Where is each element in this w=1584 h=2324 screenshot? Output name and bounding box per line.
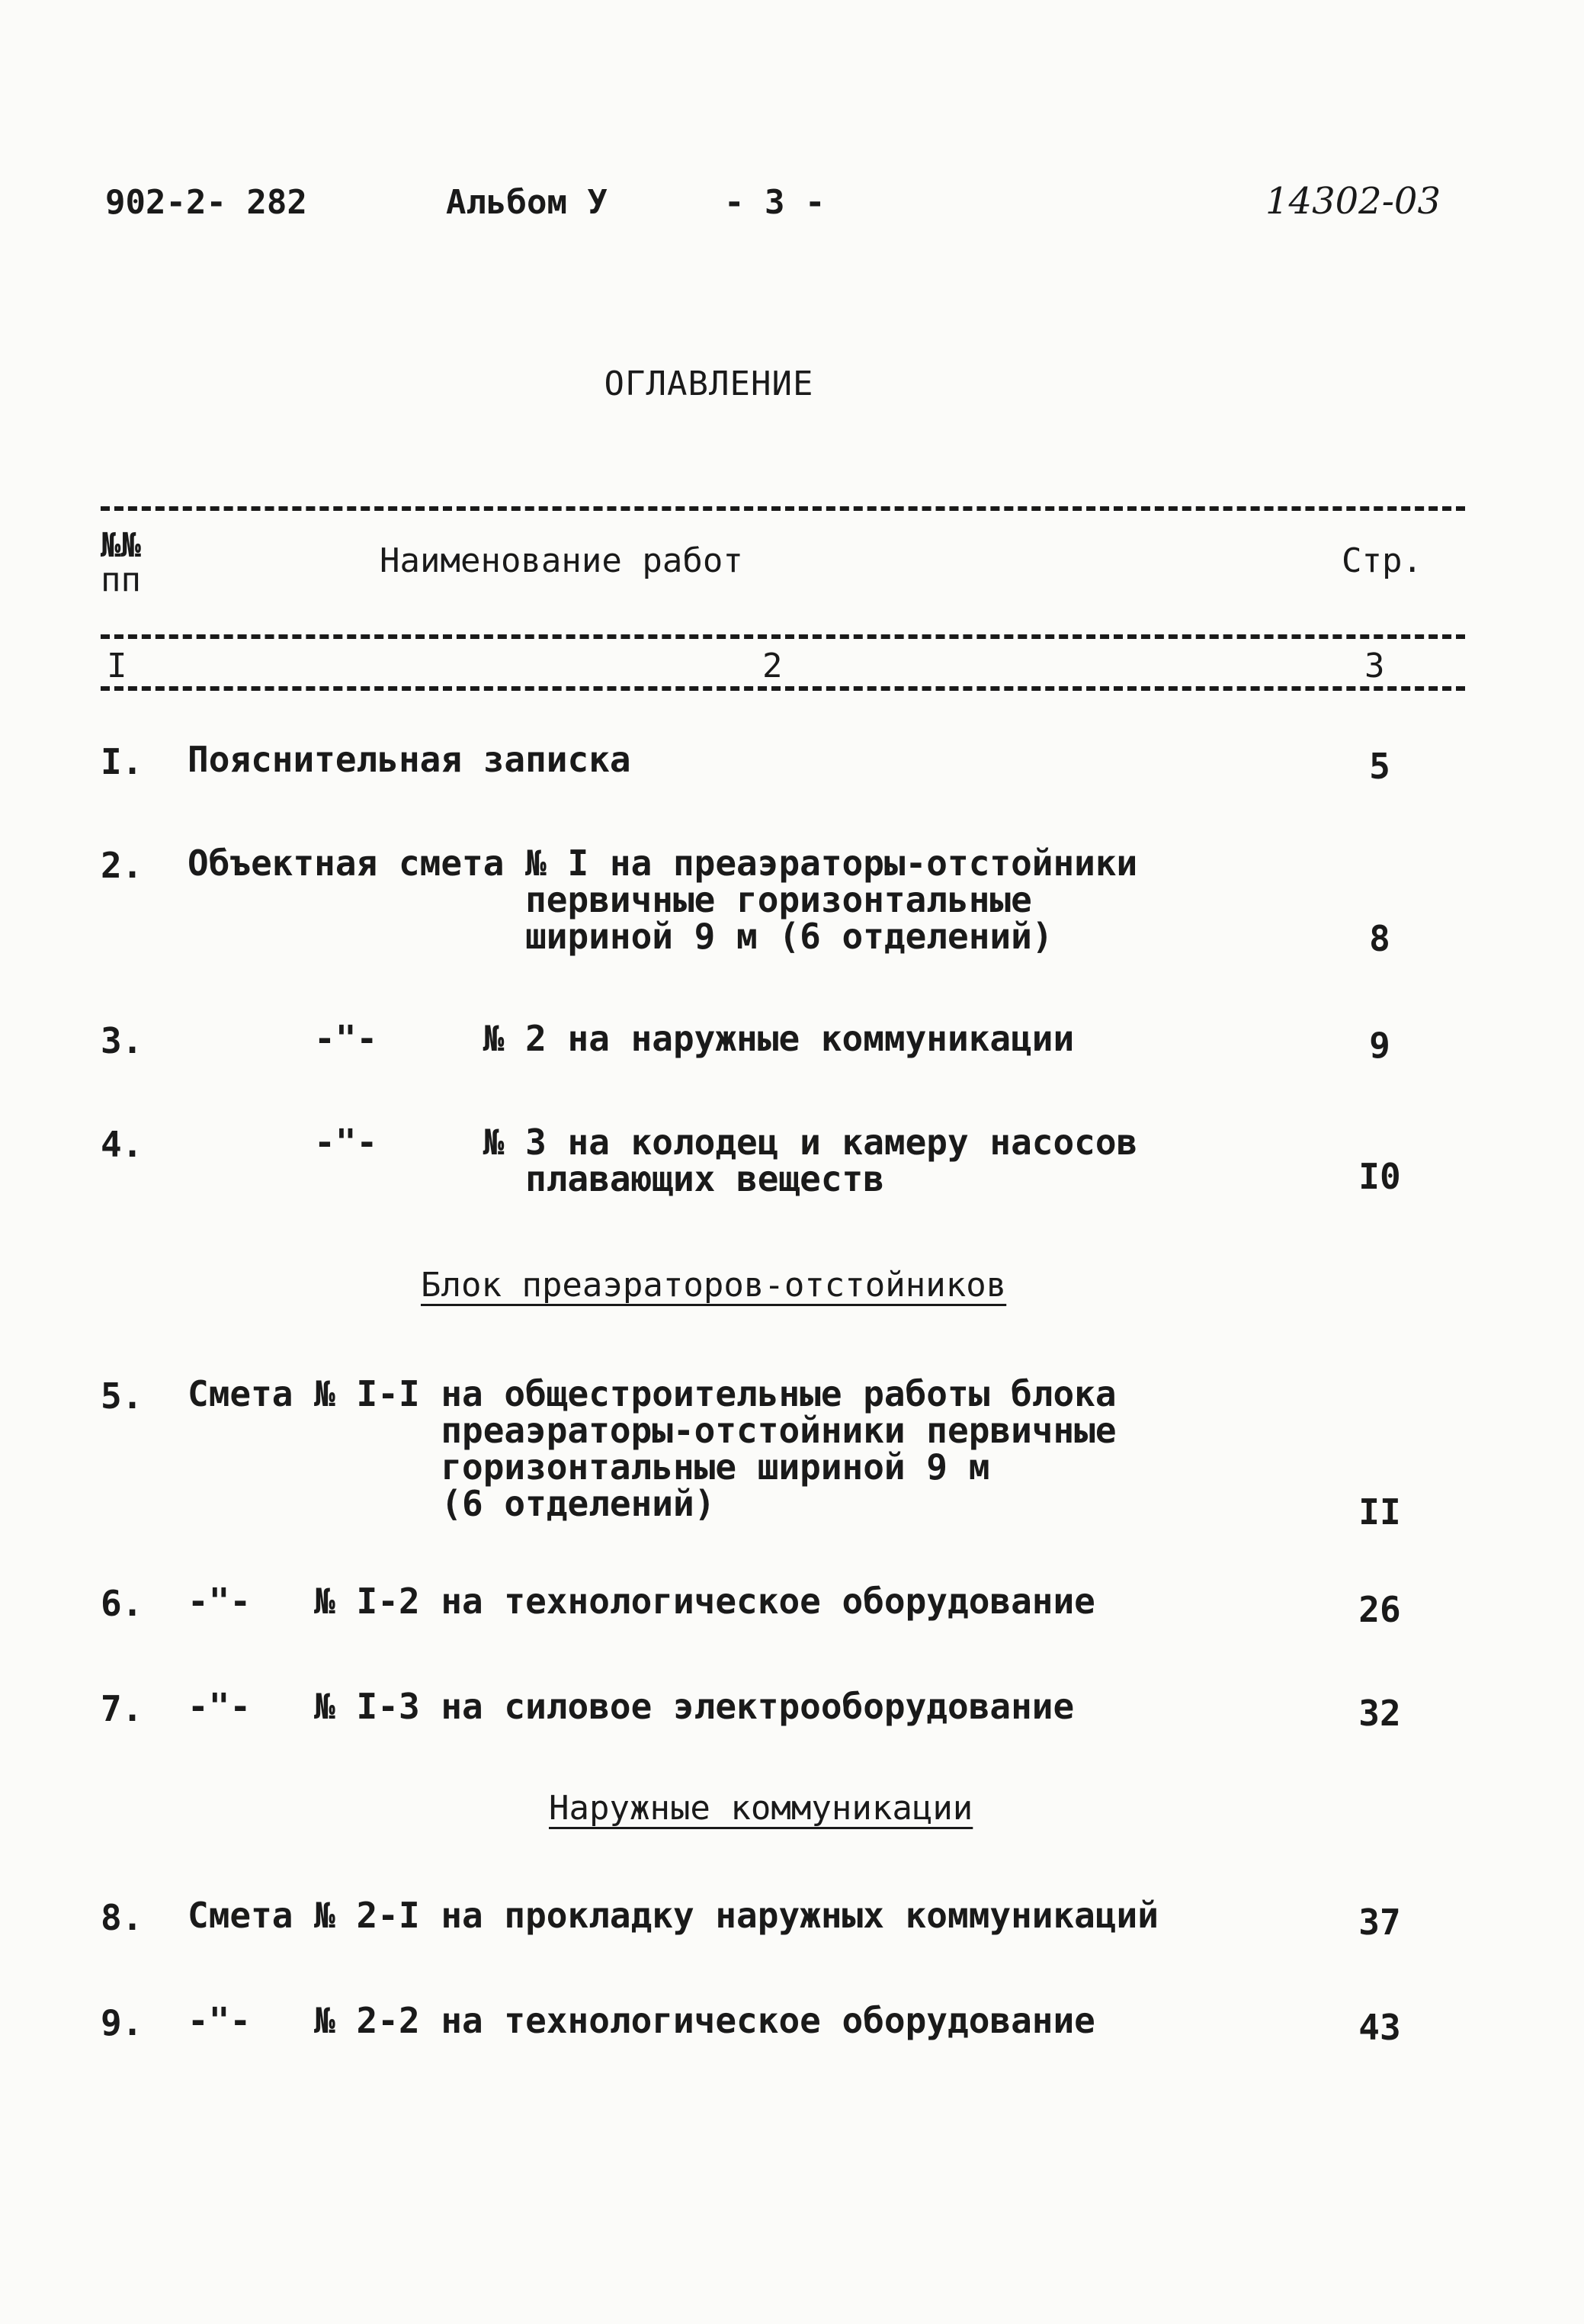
entry-page: 32	[1358, 1693, 1401, 1734]
page-mark: - 3 -	[724, 183, 826, 222]
archive-number: 14302-03	[1265, 180, 1441, 223]
entry-page: 5	[1369, 746, 1390, 787]
entry-page: 26	[1358, 1589, 1401, 1630]
entry-number: 6.	[101, 1583, 143, 1624]
header-mid-rule	[101, 634, 1465, 639]
entry-text: -"- № I-3 на силовое электрооборудование	[188, 1686, 1075, 1727]
entry-page: 43	[1358, 2007, 1401, 2048]
col-number-header: №№	[101, 526, 141, 565]
section-heading: Блок преаэраторов-отстойников	[421, 1266, 1007, 1305]
album-label: Альбом У	[446, 183, 608, 222]
col-number-header-sub: пп	[101, 560, 141, 599]
section-heading: Наружные коммуникации	[549, 1789, 973, 1828]
entry-text: -"- № 3 на колодец и камеру насосов плавающих веществ	[314, 1122, 1138, 1199]
entry-text: Объектная смета № I на преаэраторы-отстойники первичные горизонтальные шириной 9 м (6 отделений)	[188, 843, 1138, 957]
entry-text: Смета № I-I на общестроительные работы блока преаэраторы-отстойники первичные горизонтальные шириной 9 м (6 отделений)	[188, 1373, 1117, 1524]
entry-number: 8.	[101, 1897, 143, 1938]
entry-number: 2.	[101, 845, 143, 886]
entry-page: I0	[1358, 1156, 1401, 1197]
page-title: ОГЛАВЛЕНИЕ	[604, 364, 814, 403]
document-code: 902-2- 282	[105, 183, 307, 222]
entry-text: -"- № 2 на наружные коммуникации	[188, 1018, 1075, 1059]
entry-number: 9.	[101, 2002, 143, 2043]
header-bottom-rule	[101, 686, 1465, 691]
col-index-2: 2	[762, 647, 783, 685]
table-top-rule	[101, 506, 1465, 511]
entry-page: II	[1358, 1491, 1401, 1533]
entry-page: 8	[1369, 918, 1390, 959]
entry-number: I.	[101, 741, 143, 782]
entry-page: 9	[1369, 1025, 1390, 1066]
entry-number: 5.	[101, 1375, 143, 1417]
entry-number: 7.	[101, 1688, 143, 1729]
col-index-3: 3	[1364, 647, 1385, 685]
col-page-header: Стр.	[1342, 541, 1422, 580]
entry-number: 3.	[101, 1020, 143, 1061]
entry-text: -"- № 2-2 на технологическое оборудование	[188, 2000, 1095, 2041]
col-index-1: I	[107, 647, 127, 685]
col-name-header: Наименование работ	[380, 541, 743, 580]
entry-number: 4.	[101, 1124, 143, 1165]
entry-page: 37	[1358, 1902, 1401, 1943]
entry-text: Пояснительная записка	[188, 739, 631, 780]
entry-text: Смета № 2-I на прокладку наружных коммуникаций	[188, 1895, 1159, 1936]
entry-text: -"- № I-2 на технологическое оборудование	[188, 1581, 1095, 1622]
